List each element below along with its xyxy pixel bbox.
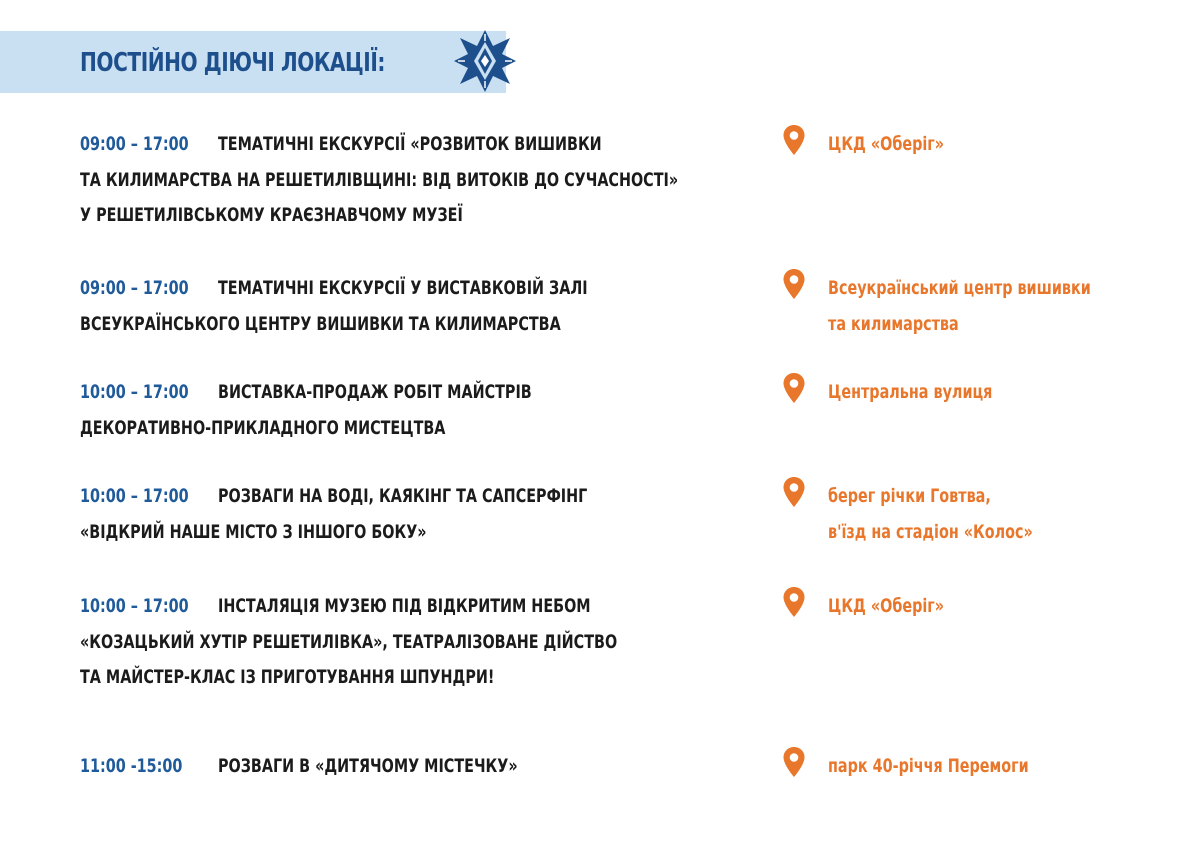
- event-time: 10:00 – 17:00: [80, 485, 189, 507]
- event-time: 11:00 -15:00: [80, 755, 183, 777]
- event-location: ЦКД «Оберіг»: [828, 133, 945, 155]
- event-description-line: ТЕМАТИЧНІ ЕКСКУРСІЇ У ВИСТАВКОВІЙ ЗАЛІ: [218, 277, 588, 299]
- event-description-line: ТЕМАТИЧНІ ЕКСКУРСІЇ «РОЗВИТОК ВИШИВКИ: [218, 133, 602, 155]
- event-time: 09:00 – 17:00: [80, 277, 189, 299]
- event-location: берег річки Говтва,: [828, 485, 991, 507]
- event-description-line: У РЕШЕТИЛІВСЬКОМУ КРАЄЗНАВЧОМУ МУЗЕЇ: [80, 204, 463, 226]
- event-description-line: «КОЗАЦЬКИЙ ХУТІР РЕШЕТИЛІВКА», ТЕАТРАЛІЗОВАНЕ ДІЙСТВО: [80, 630, 618, 653]
- event-location: парк 40-річчя Перемоги: [828, 755, 1029, 777]
- event-description-line: РОЗВАГИ НА ВОДІ, КАЯКІНГ ТА САПСЕРФІНГ: [218, 485, 588, 507]
- location-pin-icon: [782, 586, 806, 618]
- event-time: 09:00 – 17:00: [80, 133, 189, 155]
- location-pin-icon: [782, 746, 806, 778]
- event-description-line: ТА КИЛИМАРСТВА НА РЕШЕТИЛІВЩИНІ: ВІД ВИТОКІВ ДО СУЧАСНОСТІ»: [80, 168, 679, 191]
- event-location: Всеукраїнський центр вишивки: [828, 277, 1091, 299]
- event-location: ЦКД «Оберіг»: [828, 595, 945, 617]
- event-time: 10:00 – 17:00: [80, 381, 189, 403]
- event-description-line: ТА МАЙСТЕР-КЛАС ІЗ ПРИГОТУВАННЯ ШПУНДРИ!: [80, 666, 495, 688]
- location-pin-icon: [782, 476, 806, 508]
- event-time: 10:00 – 17:00: [80, 595, 189, 617]
- ornament-icon: [452, 28, 518, 94]
- event-description-line: ДЕКОРАТИВНО-ПРИКЛАДНОГО МИСТЕЦТВА: [80, 416, 446, 439]
- event-description-line: ІНСТАЛЯЦІЯ МУЗЕЮ ПІД ВІДКРИТИМ НЕБОМ: [218, 595, 591, 617]
- event-description-line: «ВІДКРИЙ НАШЕ МІСТО З ІНШОГО БОКУ»: [80, 520, 427, 543]
- event-location: в'їзд на стадіон «Колос»: [828, 520, 1033, 543]
- location-pin-icon: [782, 372, 806, 404]
- location-pin-icon: [782, 268, 806, 300]
- location-pin-icon: [782, 124, 806, 156]
- event-description-line: ВИСТАВКА-ПРОДАЖ РОБІТ МАЙСТРІВ: [218, 381, 532, 403]
- page-title: ПОСТІЙНО ДІЮЧІ ЛОКАЦІЇ:: [80, 48, 386, 78]
- event-location: та килимарства: [828, 312, 959, 335]
- event-location: Центральна вулиця: [828, 381, 993, 403]
- event-description-line: РОЗВАГИ В «ДИТЯЧОМУ МІСТЕЧКУ»: [218, 755, 518, 777]
- event-description-line: ВСЕУКРАЇНСЬКОГО ЦЕНТРУ ВИШИВКИ ТА КИЛИМАРСТВА: [80, 312, 561, 335]
